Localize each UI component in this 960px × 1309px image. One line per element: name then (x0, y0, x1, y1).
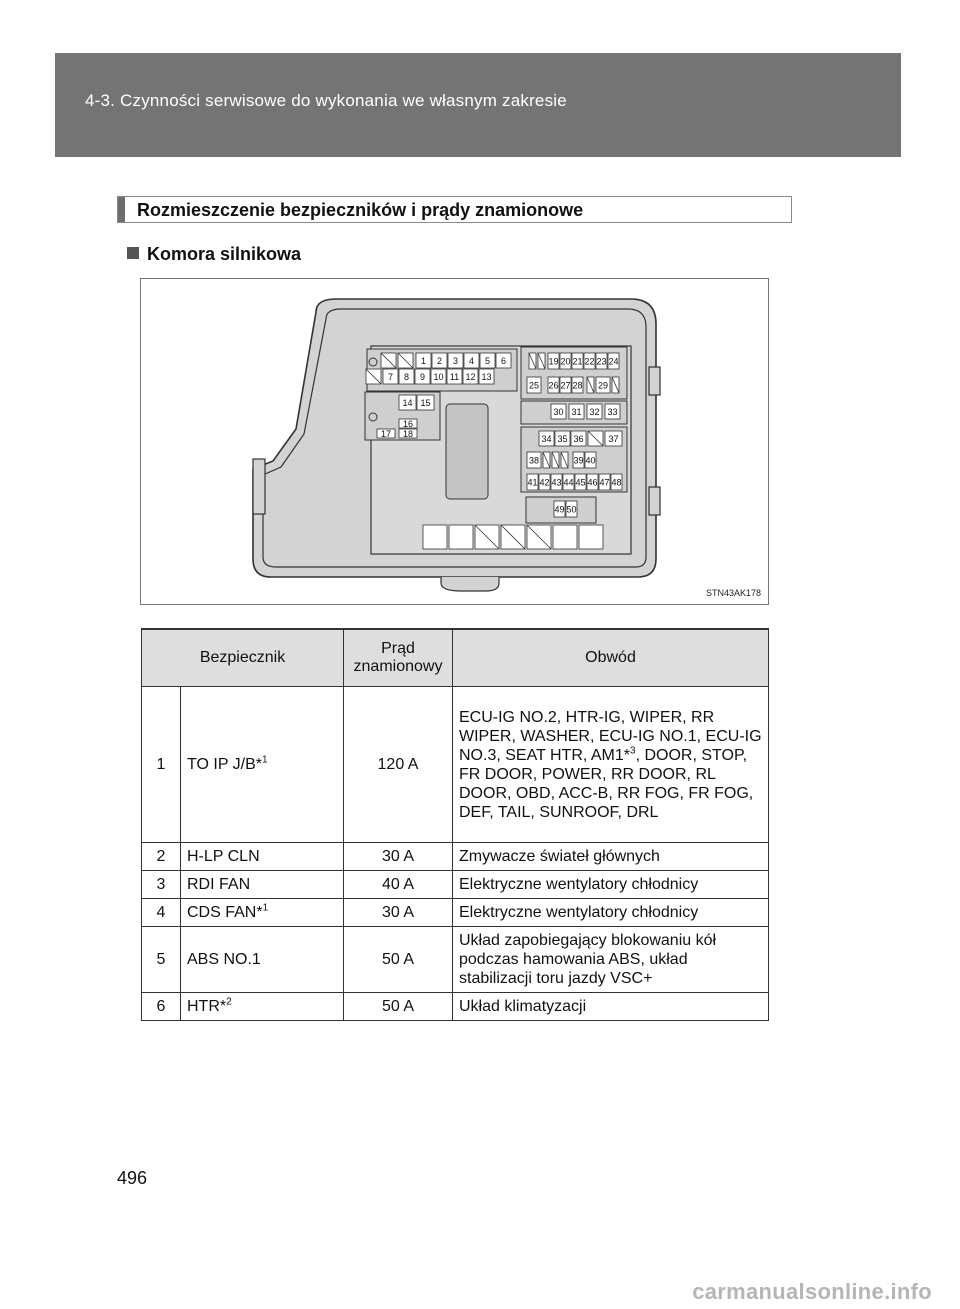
circuit-text: Elektryczne wentylatory chłodnicy (459, 876, 699, 893)
relay-slot (553, 525, 577, 549)
fuse-rating-table (141, 628, 769, 1021)
footnote-marker: 2 (226, 996, 232, 1008)
table-row (142, 927, 769, 993)
fuse-13-label: 13 (481, 372, 492, 382)
bottom-latch (441, 577, 499, 591)
fuse-number: 2 (142, 843, 181, 871)
section-header-bar (55, 53, 901, 157)
fuse-box-illustration (141, 279, 768, 604)
relay-slot (579, 525, 603, 549)
fuse-circuit (453, 927, 769, 993)
fuse-42-label: 42 (539, 477, 550, 488)
fuse-38-label: 38 (528, 455, 540, 466)
fuse-34-label: 34 (541, 434, 552, 444)
circuit-text: Układ zapobiegający blokowaniu kół podczas hamowania ABS, układ stabilizacji toru jazdy VSC+ (459, 932, 717, 987)
fuse-name (181, 843, 344, 871)
fuse-name-text: CDS FAN* (187, 904, 263, 921)
fuse-17-label: 17 (380, 429, 392, 439)
fuse-48-label: 48 (611, 477, 622, 488)
heading-text: Rozmieszczenie bezpieczników i prądy znamionowe (137, 200, 584, 220)
fuse-32-label: 32 (589, 407, 600, 417)
fuse-11-label: 11 (449, 372, 460, 382)
fuse-1-label: 1 (420, 356, 427, 366)
fuse-rating: 30 A (344, 843, 453, 871)
fuse-47-label: 47 (599, 477, 610, 488)
section-heading (117, 196, 792, 223)
fuse-rating: 40 A (344, 871, 453, 899)
header-rating-text: Prąd znamionowy (353, 640, 443, 675)
fuse-10-label: 10 (433, 372, 444, 382)
fuse-44-label: 44 (563, 477, 574, 488)
table-row (142, 843, 769, 871)
fuse-33-label: 33 (607, 407, 618, 417)
fuse-rating: 50 A (344, 993, 453, 1021)
fuse-9-label: 9 (419, 372, 426, 382)
relay-slot (423, 525, 447, 549)
fuse-rating: 120 A (344, 687, 453, 843)
fuse-number: 4 (142, 899, 181, 927)
table-row (142, 899, 769, 927)
fuse-5-label: 5 (484, 356, 491, 366)
fuse-circuit (453, 899, 769, 927)
table-row (142, 993, 769, 1021)
fuse-circuit (453, 993, 769, 1021)
fuse-name (181, 927, 344, 993)
diagram-code: STN43AK178 (705, 588, 761, 598)
fuse-37-label: 37 (608, 434, 619, 444)
fuse-45-label: 45 (575, 477, 586, 488)
fuse-28-label: 28 (572, 380, 583, 391)
left-latch (253, 459, 265, 514)
subheading (127, 244, 301, 265)
right-tab-lower (649, 487, 660, 515)
fuse-22-label: 22 (584, 356, 595, 367)
header-circuit: Obwód (453, 629, 769, 687)
circuit-text: Układ klimatyzacji (459, 998, 587, 1015)
fuse-21-label: 21 (572, 356, 583, 367)
fuse-39-label: 39 (573, 455, 584, 466)
circuit-text: Elektryczne wentylatory chłodnicy (459, 904, 699, 921)
circuit-text-continued: , DOOR, STOP, FR DOOR, POWER, RR DOOR, RL DOOR, OBD, ACC-B, RR FOG, FR FOG, DEF, TAIL, SUNROOF, DRL (459, 746, 754, 821)
fuse-circuit (453, 871, 769, 899)
relay-block (446, 404, 488, 499)
table-body (142, 687, 769, 1021)
fuse-16-label: 16 (402, 419, 414, 429)
fuse-20-label: 20 (560, 356, 571, 367)
fuse-name (181, 871, 344, 899)
heading-accent (118, 197, 125, 222)
fuse-26-label: 26 (548, 380, 559, 391)
fuse-41-label: 41 (527, 477, 538, 488)
fuse-box-diagram (140, 278, 769, 605)
fuse-50-label: 50 (566, 504, 577, 515)
fuse-name (181, 687, 344, 843)
fuse-4-label: 4 (468, 356, 475, 366)
subheading-text: Komora silnikowa (147, 244, 302, 264)
fuse-name (181, 899, 344, 927)
fuse-43-label: 43 (551, 477, 562, 488)
page-number: 496 (117, 1168, 148, 1188)
fuse-name-text: RDI FAN (187, 876, 251, 893)
section-title: 4-3. Czynności serwisowe do wykonania we własnym zakresie (85, 91, 567, 110)
fuse-24-label: 24 (608, 356, 619, 367)
right-tab-upper (649, 367, 660, 395)
table-header-row (142, 629, 769, 687)
fuse-15-label: 15 (420, 398, 431, 408)
fuse-30-label: 30 (553, 407, 564, 417)
footnote-marker: 1 (262, 902, 269, 914)
circuit-text: Zmywacze świateł głównych (459, 848, 660, 865)
fuse-name-text: H-LP CLN (187, 848, 260, 865)
fuse-number: 5 (142, 927, 181, 993)
fuse-name (181, 993, 344, 1021)
relay-slot (449, 525, 473, 549)
fuse-2-label: 2 (436, 356, 443, 366)
fuse-25-label: 25 (528, 380, 540, 391)
watermark: carmanualsonline.info (692, 1279, 932, 1304)
header-fuse: Bezpiecznik (142, 629, 344, 687)
fuse-circuit (453, 843, 769, 871)
footnote-marker: 1 (262, 754, 268, 766)
fuse-rating: 30 A (344, 899, 453, 927)
fuse-3-label: 3 (452, 356, 459, 366)
fuse-circuit (453, 687, 769, 843)
footnote-marker: 3 (630, 745, 636, 757)
fuse-40-label: 40 (585, 455, 596, 466)
fuse-36-label: 36 (573, 434, 584, 444)
fuse-6-label: 6 (500, 356, 507, 366)
fuse-23-label: 23 (596, 356, 607, 367)
fuse-number: 6 (142, 993, 181, 1021)
fuse-14-label: 14 (402, 398, 413, 408)
fuse-31-label: 31 (571, 407, 582, 417)
fuse-27-label: 27 (560, 380, 571, 391)
fuse-name-text: ABS NO.1 (187, 951, 261, 968)
fuse-number: 3 (142, 871, 181, 899)
table-row (142, 687, 769, 843)
fuse-number: 1 (142, 687, 181, 843)
square-bullet-icon (127, 247, 139, 259)
table-row (142, 871, 769, 899)
fuse-18-label: 18 (402, 429, 414, 439)
header-rating (344, 629, 453, 687)
fuse-29-label: 29 (597, 380, 609, 391)
fuse-12-label: 12 (465, 372, 476, 382)
fuse-49-label: 49 (554, 504, 565, 515)
fuse-7-label: 7 (387, 372, 394, 382)
circuit-text: ECU-IG NO.2, HTR-IG, WIPER, RR WIPER, WASHER, ECU-IG NO.1, ECU-IG NO.3, SEAT HTR, AM1* (459, 708, 762, 764)
fuse-rating: 50 A (344, 927, 453, 993)
fuse-46-label: 46 (587, 477, 598, 488)
fuse-name-text: HTR* (187, 998, 227, 1015)
fuse-name-text: TO IP J/B* (187, 756, 262, 773)
fuse-19-label: 19 (548, 356, 559, 367)
fuse-8-label: 8 (403, 372, 410, 382)
fuse-35-label: 35 (557, 434, 568, 444)
